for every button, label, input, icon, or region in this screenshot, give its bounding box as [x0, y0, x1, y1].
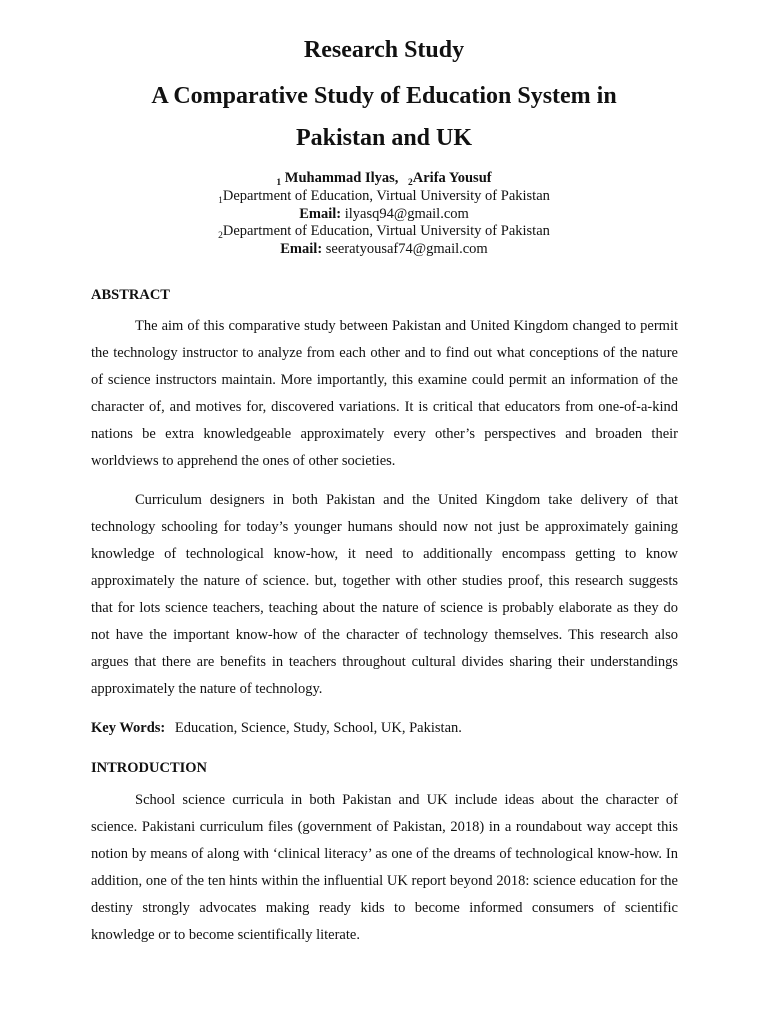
- abstract-heading: ABSTRACT: [91, 287, 170, 303]
- keywords-value: Education, Science, Study, School, UK, Pakistan.: [174, 720, 462, 736]
- author-2-email: seeratyousaf74@gmail.com: [325, 241, 488, 257]
- author-1-index: 1: [276, 178, 282, 188]
- keywords-line: [91, 720, 462, 737]
- abstract-paragraph-1: The aim of this comparative study between Pakistan and United Kingdom changed to permit the technology instructor to analyze from each other and to find out what conceptions of the nature of science instructors maintain. More importantly, this examine could permit an information of the character of, and motives for, discovered variations. It is critical that educators from one-of-a-kind nations be extra knowledgeable approximately every other’s perspectives and broaden their worldviews to apprehend the ones of other societies.: [91, 318, 678, 469]
- affiliation-2: [0, 223, 768, 242]
- introduction-heading: INTRODUCTION: [91, 760, 208, 776]
- doc-type-title: Research Study: [303, 37, 465, 63]
- affiliation-2-index: 2: [218, 231, 223, 241]
- abstract-paragraph-2: Curriculum designers in both Pakistan and the United Kingdom take delivery of that technology schooling for today’s younger humans should now not just be approximately gaining knowledge of technological know-how, it need to additionally encompass getting to know approximately the nature of science. but, together with other studies proof, this research suggests that for lots science teachers, teaching about the nature of science is probably elaborate as they do not have the important know-how of the character of technology themselves. This research also argues that there are benefits in teachers throughout cultural divides sharing their understandings approximately the nature of technology.: [91, 492, 678, 697]
- author-1-name: Muhammad Ilyas,: [284, 170, 399, 186]
- author-2-name: Arifa Yousuf: [412, 170, 492, 186]
- email-label: Email:: [280, 241, 323, 257]
- introduction-paragraph-1: School science curricula in both Pakistan and UK include ideas about the character of science. Pakistani curriculum files (government of Pakistan, 2018) in a roundabout way accept this notion by means of along with ‘clinical literacy’ as one of the dreams of technological know-how. In addition, one of the ten hints within the influential UK report beyond 2018: science education for the destiny strongly advocates making ready kids to become informed consumers of scientific knowledge or to become scientifically literate.: [91, 792, 678, 943]
- email-label: Email:: [299, 206, 342, 222]
- paper-title-line-1: A Comparative Study of Education System in: [151, 83, 617, 109]
- keywords-label: Key Words:: [91, 720, 166, 736]
- author-1-email: ilyasq94@gmail.com: [344, 206, 469, 222]
- affiliation-1: [0, 188, 768, 207]
- affiliation-2-email-line: [0, 241, 768, 258]
- affiliation-1-dept: Department of Education, Virtual University of Pakistan: [222, 188, 550, 204]
- affiliation-1-email-line: [0, 206, 768, 223]
- paper-title-line-2: Pakistan and UK: [295, 125, 473, 151]
- affiliation-2-dept: Department of Education, Virtual University of Pakistan: [222, 223, 550, 239]
- author-2-index: 2: [408, 178, 413, 188]
- affiliation-1-index: 1: [218, 196, 223, 206]
- author-line: [0, 170, 768, 189]
